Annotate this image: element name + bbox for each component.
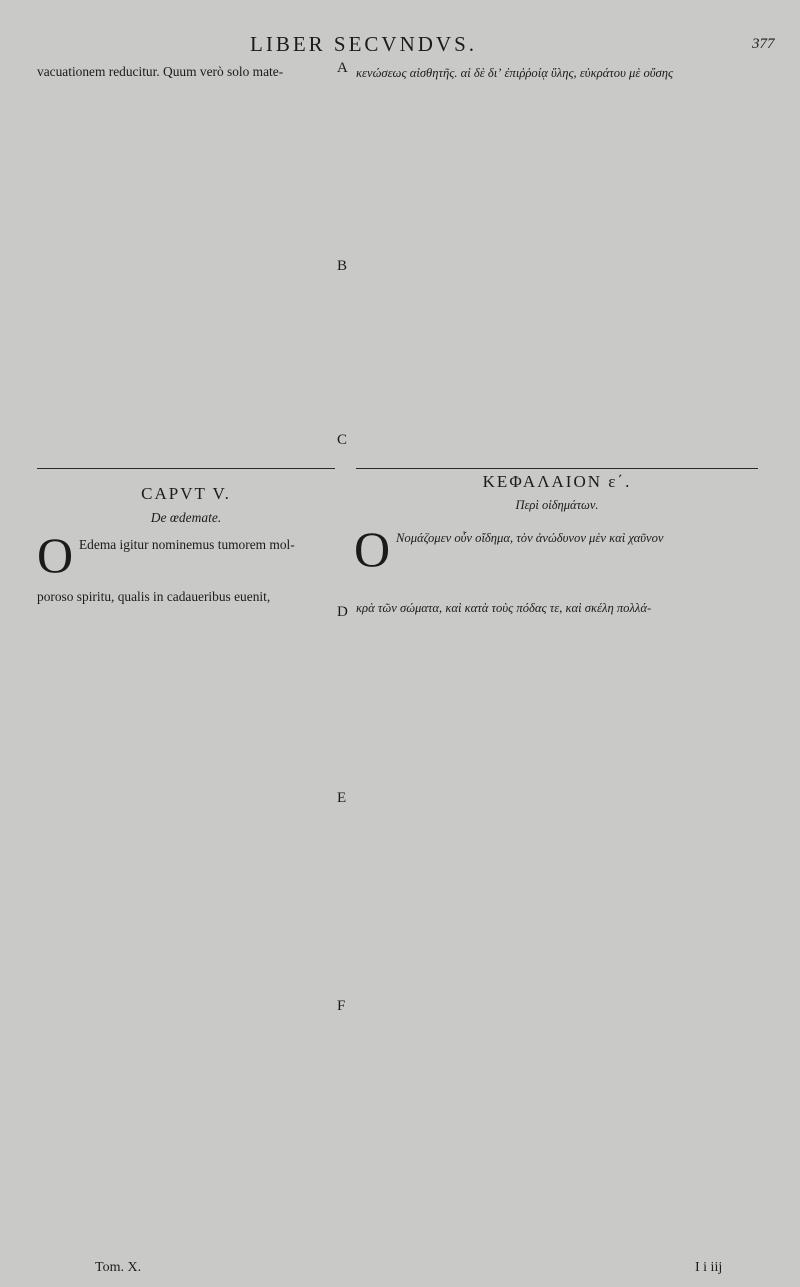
- latin-dropcap: O: [37, 527, 74, 583]
- running-head: [0, 30, 800, 60]
- latin-text-line: poroso spiritu, qualis in cadaueribus euenit,: [37, 589, 271, 604]
- greek-chapter-subtitle: Περὶ οἰδημάτων.: [515, 498, 599, 512]
- latin-section-rule: [37, 468, 335, 469]
- latin-column-lower: [37, 588, 335, 1252]
- margin-letter-e: E: [337, 790, 347, 806]
- margin-letter-c: C: [337, 432, 348, 448]
- latin-dropcap-lines: [79, 536, 335, 588]
- margin-letter-f: F: [337, 998, 346, 1014]
- greek-column-lower: [356, 597, 758, 1253]
- greek-section-rule: [356, 468, 758, 469]
- latin-column-upper: [37, 63, 335, 499]
- greek-chapter-title: ΚΕΦΑΛΑΙΟΝ ε΄.: [482, 472, 632, 491]
- greek-column-upper: [356, 62, 758, 466]
- greek-text-line: Νομάζομεν οὖν οἴδημα, τὸν ἀνώδυνον μὲν καὶ χαῦνον: [396, 531, 664, 545]
- latin-text-line: vacuationem reducitur. Quum verò solo mate-: [37, 64, 284, 79]
- latin-text-line: Edema igitur nominemus tumorem mol-: [79, 537, 295, 552]
- greek-text-line: κρὰ τῶν σώματα, καὶ κατὰ τοὺς πόδας τε, καὶ σκέλη πολλά-: [356, 601, 652, 615]
- margin-letter-a: A: [337, 60, 348, 76]
- volume-signature: Tom. X.: [95, 1260, 142, 1275]
- greek-dropcap: O: [354, 521, 391, 577]
- margin-letter-d: D: [337, 604, 348, 620]
- page-number: 377: [752, 36, 775, 52]
- running-title: LIBER SECVNDVS.: [250, 32, 478, 56]
- latin-chapter-subtitle: De œdemate.: [150, 510, 222, 525]
- gathering-signature: I i iij: [695, 1260, 723, 1275]
- greek-text-line: κενώσεως αἰσθητῆς. αἱ δὲ διʼ ἐπιῤῥοίᾳ ὕλης, εὐκράτου μὲ οὔσης: [356, 66, 674, 80]
- greek-dropcap-lines: [396, 527, 758, 597]
- margin-letter-b: B: [337, 258, 348, 274]
- latin-chapter-title: CAPVT V.: [141, 484, 231, 503]
